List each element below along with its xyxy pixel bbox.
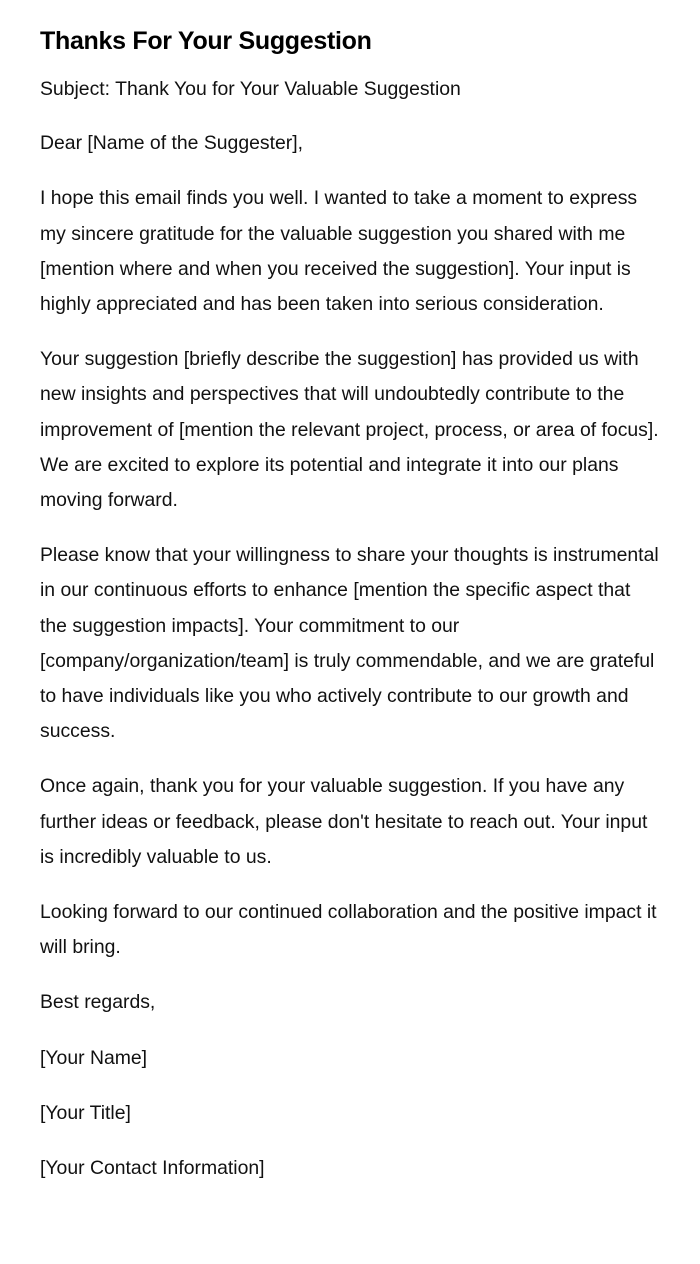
page-title: Thanks For Your Suggestion	[40, 27, 372, 55]
subject-line: Subject: Thank You for Your Valuable Suggestion	[40, 78, 461, 100]
body-paragraph: Your suggestion [briefly describe the suggestion] has provided us with new insights and perspectives that will undoubtedly contribute to the improvement of [mention the relevant project, process, or area of focus]. We are excited to explore its potential and integrate it into our plans moving forward.	[40, 348, 659, 512]
body-paragraph: Please know that your willingness to share your thoughts is instrumental in our continuous efforts to enhance [mention the specific aspect that the suggestion impacts]. Your commitment to our [company/organization/team] is truly commendable, and we are grateful to have individuals like you who actively contribute to our growth and success.	[40, 544, 659, 743]
signature-contact: [Your Contact Information]	[40, 1157, 265, 1180]
body-paragraph: Once again, thank you for your valuable suggestion. If you have any further ideas or feedback, please don't hesitate to reach out. Your input is incredibly valuable to us.	[40, 775, 648, 868]
closing: Best regards,	[40, 991, 156, 1014]
signature-title: [Your Title]	[40, 1101, 131, 1124]
signature-name: [Your Name]	[40, 1046, 148, 1069]
body-paragraph: Looking forward to our continued collaboration and the positive impact it will bring.	[40, 901, 657, 959]
salutation: Dear [Name of the Suggester],	[40, 132, 303, 155]
body-paragraph: I hope this email finds you well. I wanted to take a moment to express my sincere gratitude for the valuable suggestion you shared with me [mention where and when you received the suggestion]. Your input is highly appreciated and has been taken into serious consideration.	[40, 187, 638, 316]
